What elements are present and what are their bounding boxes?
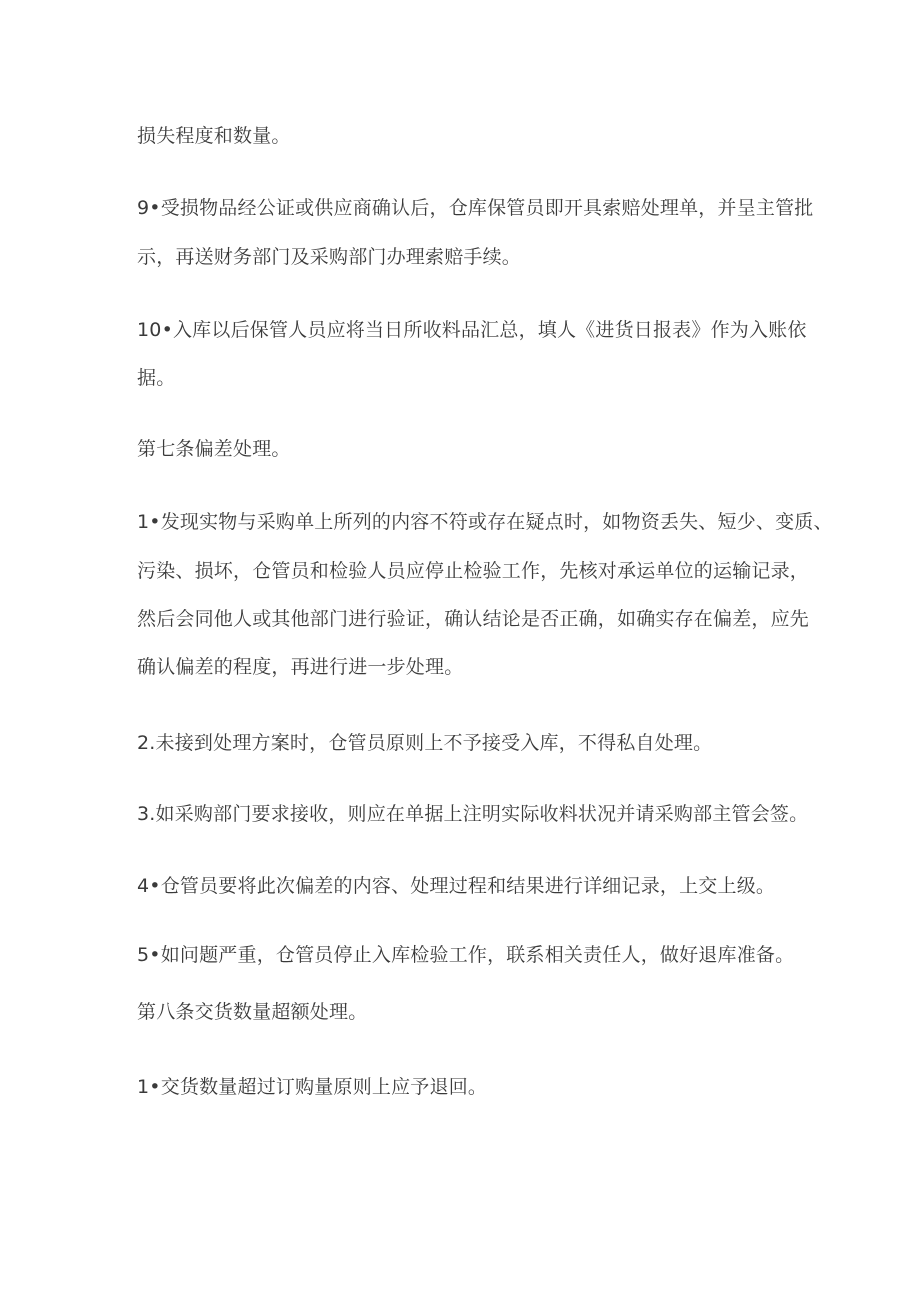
text-line: 确认偏差的程度，再进行进一步处理。 bbox=[137, 656, 464, 678]
section-heading: 第七条偏差处理。 bbox=[137, 438, 291, 460]
text-line: 5•如问题严重，仓管员停止入库检验工作，联系相关责任人，做好退库准备。 bbox=[137, 944, 795, 966]
text-line: 然后会同他人或其他部门进行验证，确认结论是否正确，如确实存在偏差，应先 bbox=[137, 608, 810, 630]
text-line: 示，再送财务部门及采购部门办理索赔手续。 bbox=[137, 246, 522, 268]
text-line: 4•仓管员要将此次偏差的内容、处理过程和结果进行详细记录，上交上级。 bbox=[137, 875, 776, 897]
text-line: 3.如采购部门要求接收，则应在单据上注明实际收料状况并请采购部主管会签。 bbox=[137, 803, 809, 825]
section-heading: 第八条交货数量超额处理。 bbox=[137, 1001, 368, 1023]
text-line: 据。 bbox=[137, 367, 176, 389]
text-line: 损失程度和数量。 bbox=[137, 125, 291, 147]
text-line: 1•发现实物与采购单上所列的内容不符或存在疑点时，如物资丢失、短少、变质、 bbox=[137, 511, 833, 533]
text-line: 污染、损坏，仓管员和检验人员应停止检验工作，先核对承运单位的运输记录， bbox=[137, 560, 810, 582]
text-line: 2.未接到处理方案时，仓管员原则上不予接受入库，不得私自处理。 bbox=[137, 732, 713, 754]
text-line: 1•交货数量超过订购量原则上应予退回。 bbox=[137, 1076, 488, 1098]
text-line: 10•入库以后保管人员应将当日所收料品汇总，填人《进货日报表》作为入账依 bbox=[137, 319, 807, 341]
text-line: 9•受损物品经公证或供应商确认后，仓库保管员即开具索赔处理单，并呈主管批 bbox=[137, 197, 814, 219]
